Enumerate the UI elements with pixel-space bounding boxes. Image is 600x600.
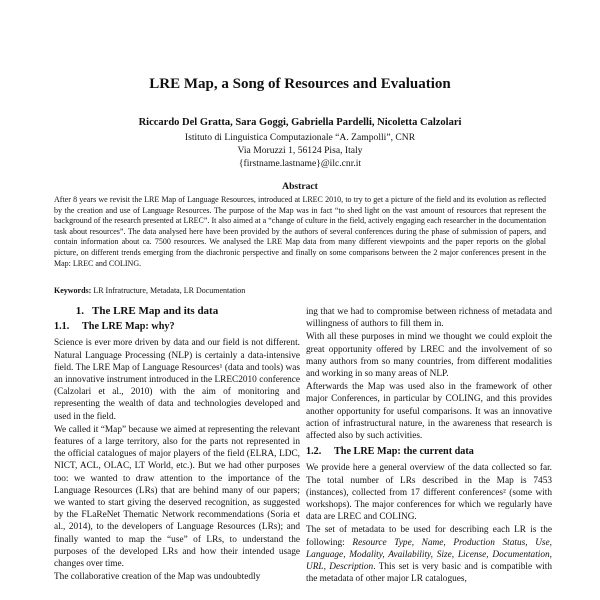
email: {firstname.lastname}@ilc.cnr.it <box>238 158 362 169</box>
abstract-heading: Abstract <box>282 181 318 192</box>
paragraph: Afterwards the Map was used also in the framework of other major Conferences, in particular by COLING, and this provides another opportunity for useful comparisons. It was an innovative action of infrastructural nature, in the awareness that research is affected also by such activities. <box>306 382 552 442</box>
section-heading <box>54 305 300 317</box>
left-column <box>54 305 300 584</box>
keywords-text: LR Infratructure, Metadata, LR Documentation <box>93 286 246 295</box>
paragraph-text: The set of metadata to be used for describing each LR is the following: <box>306 525 552 548</box>
section-number: 1. <box>75 305 84 317</box>
address: Via Moruzzi 1, 56124 Pisa, Italy <box>237 145 363 156</box>
subsection-heading <box>306 446 552 458</box>
paragraph: ing that we had to compromise between richness of metadata and willingness of authors to fill them in. <box>306 307 552 330</box>
subsection-number: 1.1. <box>54 321 70 333</box>
section-title: The LRE Map and its data <box>92 305 219 317</box>
paragraph <box>306 524 552 585</box>
paragraph-text: . This set is very basic and is compatible with the metadata of other major LR catalogues, <box>306 562 553 585</box>
affiliation: Istituto di Linguistica Computazionale “A. Zampolli”, CNR <box>184 132 416 143</box>
metadata-list: Resource Type, Name, Production Status, Use, Language, Modality, Availability, Size, License, Documentation, URL, Description <box>306 537 552 573</box>
paper-authors: Riccardo Del Gratta, Sara Goggi, Gabriella Pardelli, Nicoletta Calzolari <box>138 117 462 128</box>
right-column <box>306 306 552 586</box>
paper-title: LRE Map, a Song of Resources and Evaluation <box>149 76 451 92</box>
paragraph: Science is ever more driven by data and our field is not different. Natural Language Processing (NLP) is certainly a data-intensive field. The LRE Map of Language Resources¹ (data and tools) was an innovative instrument introduced in the LREC2010 conference (Calzolari et al., 2010) with the aim of monitoring and representing the wealth of data and technologies developed and used in the field. <box>54 338 300 422</box>
keywords-label: Keywords: <box>54 286 92 295</box>
paragraph: We called it “Map” because we aimed at representing the relevant features of a large territory, also for the parts not represented in the official catalogues of major players of the field (ELRA, LDC, NICT, ACL, OLAC, LT World, etc.). But we had other purposes too: we wanted to draw attention to the importance of the Language Resources (LRs) that are behind many of our papers; we wanted to start giving the deserved recognition, as suggested by the FLaReNet Thematic Network recommendations (Soria et al., 2014), to the developers of Language Resources (LRs); and finally wanted to map the “use” of LRs, to understand the purposes of the developed LRs and how their intended usage changes over time. <box>54 424 300 570</box>
subsection-heading <box>54 321 300 333</box>
paragraph: With all these purposes in mind we thought we could exploit the great opportunity offered by LREC and the involvement of so many authors from so many countries, from different modalities and working in so many areas of NLP. <box>306 332 552 380</box>
keywords-line <box>54 286 546 295</box>
paragraph: The collaborative creation of the Map was undoubtedly <box>54 572 261 583</box>
paragraph: We provide here a general overview of the data collected so far. The total number of LRs described in the Map is 7453 (instances), collected from 17 different conferences² (some with workshops). The major conferences for which we regularly have data are LREC and COLING. <box>306 463 552 523</box>
subsection-number: 1.2. <box>306 446 322 458</box>
subsection-title: The LRE Map: the current data <box>334 446 474 458</box>
abstract-text: After 8 years we revisit the LRE Map of Language Resources, introduced at LREC 2010, to try to get a picture of the field and its evolution as reflected by the creation and use of Language Resources. The purpose of the Map was in fact “to shed light on the vast amount of resources that represent the background of the research presented at LREC”. It also aimed at a “change of culture in the field, actively engaging each researcher in the documentation task about resources”. The data analysed here have been provided by the authors of several conferences during the phase of submission of papers, and contain information about ca. 7500 resources. We analysed the LRE Map data from many different viewpoints and the paper reports on the global picture, on different trends emerging from the diachronic perspective and finally on some comparisons between the 2 major conferences present in the Map: LREC and COLING. <box>54 195 546 268</box>
subsection-title: The LRE Map: why? <box>82 321 175 333</box>
